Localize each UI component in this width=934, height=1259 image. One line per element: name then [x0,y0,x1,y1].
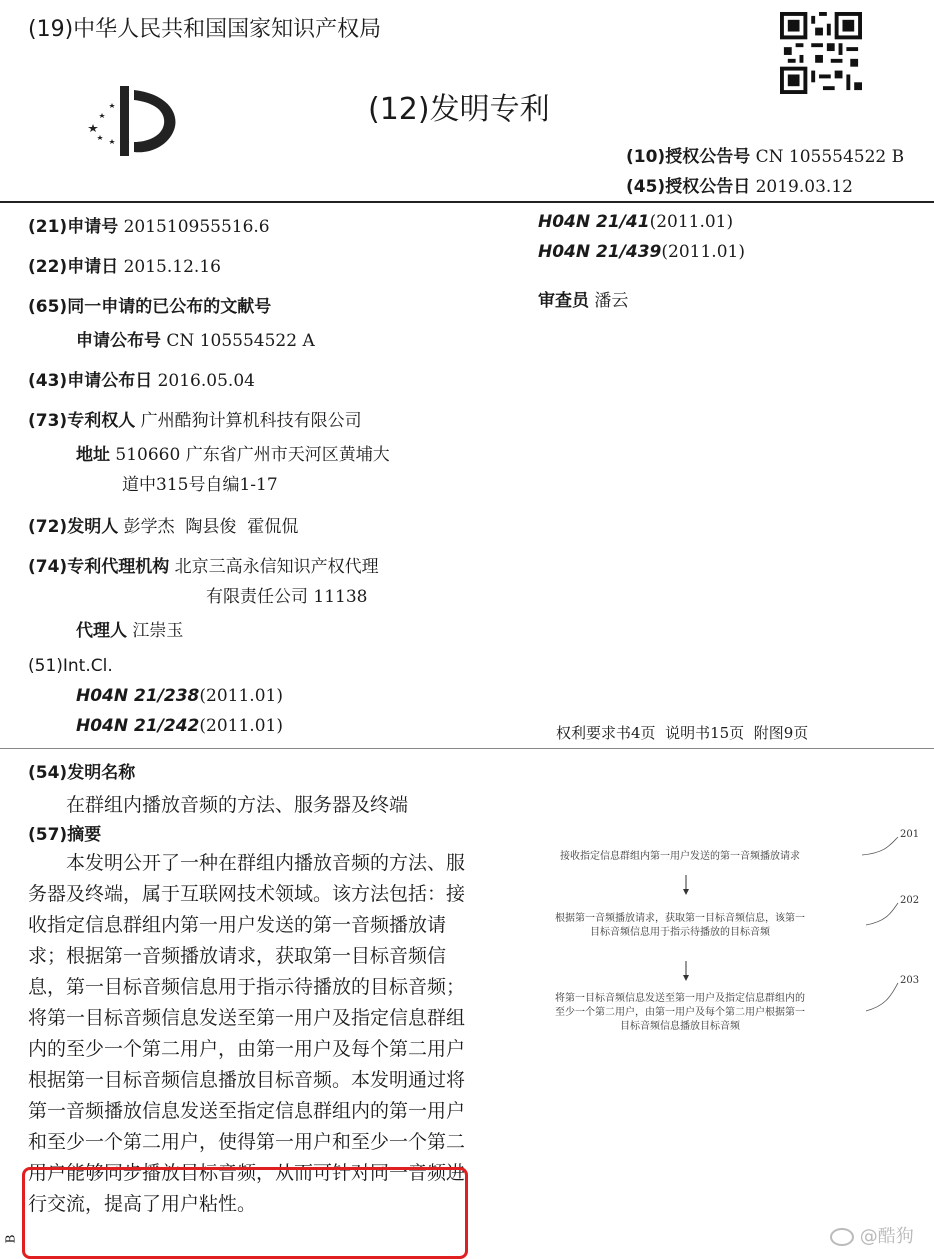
grant-number-row [626,142,904,167]
application-number-label: (21)申请号 [28,217,119,237]
inventors-row [28,512,298,537]
int-cl-code: H04N 21/41 [538,212,650,232]
agency-line-1: 北京三高永信知识产权代理 [174,557,379,577]
invention-title: 在群组内播放音频的方法、服务器及终端 [66,794,409,816]
flow-step-203-line: 将第一目标音频信息发送至第一用户及指定信息群组内的 [555,993,805,1004]
weibo-icon [830,1228,854,1246]
grant-date-row [626,172,853,197]
address-label: 地址 [76,445,110,465]
agency-label: (74)专利代理机构 [28,557,170,577]
publication-date-label: (43)申请公布日 [28,371,153,391]
qr-code-icon [780,12,862,94]
abstract-figure-flowchart [490,815,930,1115]
side-mark: B [3,1234,18,1244]
agency-row [28,552,379,577]
inventors: 彭学杰 陶县俊 霍侃侃 [123,517,299,537]
publication-number-row [76,326,315,351]
watermark [830,1222,914,1248]
inventors-label: (72)发明人 [28,517,119,537]
flow-step-202-line: 根据第一音频播放请求，获取第一目标音频信息，该第一 [555,913,805,924]
abstract-label: (57)摘要 [28,825,102,845]
int-cl-code: H04N 21/242 [76,716,200,736]
prior-publication-label: (65)同一申请的已公布的文献号 [28,297,272,317]
address-line-2: 道中315号自编1-17 [122,475,278,495]
application-number: 201510955516.6 [123,217,270,237]
leader-line [866,983,898,1011]
agent-row [76,616,183,641]
grant-number: CN 105554522 B [755,147,905,167]
int-cl-code: H04N 21/439 [538,242,662,262]
int-cl-label: (51)Int.Cl. [28,656,113,676]
int-cl-item [76,686,283,706]
application-date-label: (22)申请日 [28,257,119,277]
flow-step-201-line: 接收指定信息群组内第一用户发送的第一音频播放请求 [560,851,800,862]
publication-number: CN 105554522 A [166,331,315,351]
agency-line-2: 有限责任公司 11138 [206,587,368,607]
flow-arrow-head [683,975,689,981]
abstract-body [28,848,468,1220]
highlight-box [22,1167,468,1259]
page-counts: 权利要求书4页 说明书15页 附图9页 [556,724,809,742]
int-cl-version: (2011.01) [199,686,283,706]
flow-step-203-line: 至少一个第二用户，由第一用户及每个第二用户根据第一 [555,1007,805,1018]
grant-date: 2019.03.12 [755,177,853,197]
application-date: 2015.12.16 [123,257,221,277]
publication-date-row [28,366,255,391]
flow-step-202-line: 目标音频信息用于指示待播放的目标音频 [590,927,770,938]
grant-date-label: (45)授权公告日 [626,177,751,197]
int-cl-version: (2011.01) [649,212,734,232]
address-row [76,440,390,465]
int-cl-item [538,242,745,262]
title-label: (54)发明名称 [28,763,136,783]
flow-step-203-line: 目标音频信息播放目标音频 [620,1021,740,1032]
agent: 江崇玉 [132,621,184,641]
watermark-text: @酷狗 [859,1226,914,1247]
header-divider [0,201,934,203]
int-cl-item [538,212,733,232]
examiner-row [538,286,628,311]
document-type: (12)发明专利 [368,92,550,127]
abstract-text: 本发明公开了一种在群组内播放音频的方法、服务器及终端，属于互联网技术领域。该方法包括：接收指定信息群组内第一用户发送的第一音频播放请求；根据第一音频播放请求，获取第一目标音频信息，第一目标音频信息用于指示待播放的目标音频；将第一目标音频信息发送至第一用户及指定信息群组内的至少一个第二用户，由第一用户及每个第二用户根据第一目标音频信息播放目标音频。本发明通过将第一音频播放信息发送至指定信息群组内的第一用户和至少一个第二用户，使得第一用户和至少一个第二用户能够同步播放目标音频，从而可针对同一音频进行交流，提高了用户粘性。 [28,852,466,1215]
section-divider [0,748,934,749]
flow-step-number: 203 [900,975,920,986]
patent-office-emblem-icon [76,80,186,160]
patentee-row [28,406,362,431]
grant-number-label: (10)授权公告号 [626,147,751,167]
office-name: (19)中华人民共和国国家知识产权局 [28,17,382,42]
publication-number-label: 申请公布号 [76,331,161,351]
publication-date: 2016.05.04 [157,371,255,391]
agent-label: 代理人 [76,621,127,641]
examiner-label: 审查员 [538,291,589,311]
int-cl-version: (2011.01) [661,242,745,262]
int-cl-item [76,716,283,736]
leader-line [866,903,898,925]
int-cl-version: (2011.01) [199,716,283,736]
address-line-1: 510660 广东省广州市天河区黄埔大 [115,445,390,465]
patentee: 广州酷狗计算机科技有限公司 [140,411,362,431]
application-number-row [28,212,270,237]
patentee-label: (73)专利权人 [28,411,136,431]
flow-step-number: 202 [900,895,920,906]
flow-arrow-head [683,889,689,895]
application-date-row [28,252,221,277]
int-cl-code: H04N 21/238 [76,686,200,706]
leader-line [862,837,898,855]
flow-step-number: 201 [900,829,920,840]
examiner: 潘云 [594,291,629,311]
